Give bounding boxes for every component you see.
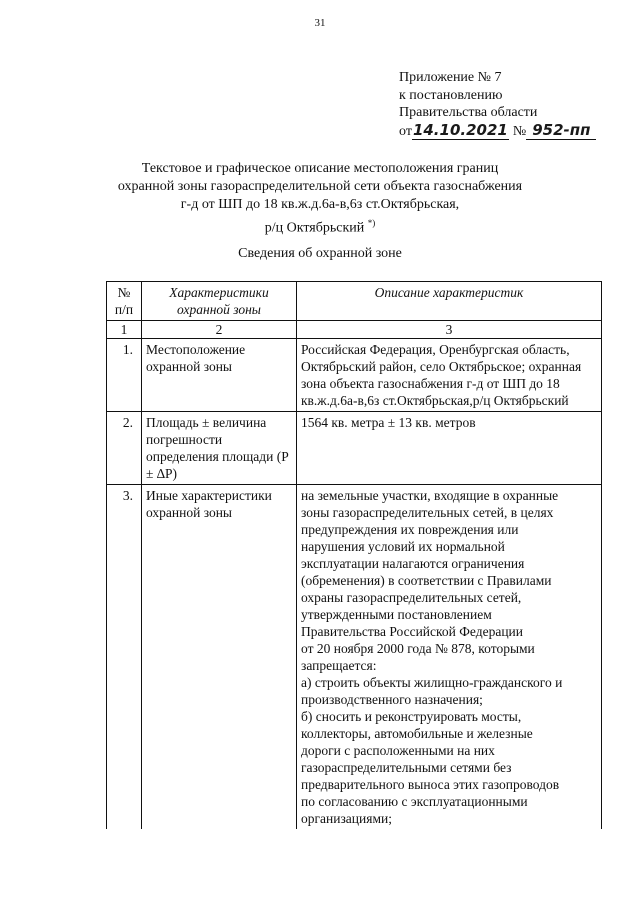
description-line: от 20 ноября 2000 года № 878, которыми [301,641,535,656]
appendix-line-1: Приложение № 7 [399,70,502,85]
description-line: на земельные участки, входящие в охранные [301,488,559,503]
description-line: (обременения) в соответствии с Правилами [301,573,552,588]
row-characteristic: Местоположение охранной зоны [142,339,297,412]
column-number-row [107,321,602,339]
column-number-3: 3 [297,321,602,339]
header-characteristic: Характеристики охранной зоны [142,282,297,321]
title-line-2: охранной зоны газораспределительной сети объекта газоснабжения [117,179,523,194]
description-line: а) строить объекты жилищно-гражданского и [301,675,563,690]
table-row [107,412,602,485]
row-characteristic: Иные характеристики охранной зоны [142,485,297,830]
description-line: б) сносить и реконструировать мосты, [301,709,522,724]
number-prefix: № [512,123,527,139]
title-line-3: г-д от ШП до 18 кв.ж.д.6а-в,6з ст.Октябрьская, [180,197,460,212]
handwritten-date: 14.10.2021 [412,120,508,139]
appendix-line-2: к постановлению [399,87,503,103]
title-line-1: Текстовое и графическое описание местоположения границ [141,161,499,176]
document-title [0,160,640,238]
description-line: утвержденными постановлением [301,607,492,622]
description-line: организациями; [301,811,392,826]
row-characteristic: Площадь ± величина погрешности определения площади (Р ± ∆Р) [142,412,297,485]
page-number: 31 [314,17,326,29]
table-row [107,485,602,830]
description-line: газораспределительными сетями без [301,760,512,775]
column-number-1: 1 [107,321,142,339]
row-number: 1. [107,339,142,412]
appendix-line-3: Правительства области [399,105,538,120]
description-line: предупреждения их повреждения или [301,522,519,537]
date-prefix: от [399,123,412,139]
row-number: 3. [107,485,142,830]
description-line: по согласованию с эксплуатационными [301,794,528,809]
description-line: эксплуатации налагаются ограничения [301,556,525,571]
appendix-block [399,69,596,140]
title-line-4-text: р/ц Октябрьский [264,220,365,236]
description-line: дороги с расположенными на них [301,743,495,758]
header-number [107,282,142,321]
zone-info-table [106,281,602,829]
row-number: 2. [107,412,142,485]
header-number-line-2: п/п [114,302,134,317]
description-line: коллекторы, автомобильные и железные [301,726,533,741]
description-line: производственного назначения; [301,692,483,707]
row-description: 1564 кв. метра ± 13 кв. метров [297,412,602,485]
description-line: запрещается: [301,658,377,673]
header-number-line-1: № [117,285,131,300]
description-line: зоны газораспределительных сетей, в целях [301,505,554,520]
appendix-date-line [399,122,596,141]
handwritten-number: 952-пп [526,122,596,141]
description-line: предварительного выноса этих газопроводов [301,777,560,792]
column-number-2: 2 [142,321,297,339]
row-description: Российская Федерация, Оренбургская область, Октябрьский район, село Октябрьское; охранная зона объекта газоснабжения г-д от ШП до 18 кв.ж.д.6а-в,6з ст.Октябрьская,р/ц Октябрьский [297,339,602,412]
description-line: нарушения условий их нормальной [301,539,505,554]
row-description [297,485,602,830]
section-subtitle: Сведения об охранной зоне [238,246,402,261]
footnote-mark: *) [367,218,376,228]
description-line: охраны газораспределительных сетей, [301,590,522,605]
title-line-4 [0,214,640,238]
table-row [107,339,602,412]
table-header-row [107,282,602,321]
description-line: Правительства Российской Федерации [301,624,523,639]
header-description: Описание характеристик [297,282,602,321]
